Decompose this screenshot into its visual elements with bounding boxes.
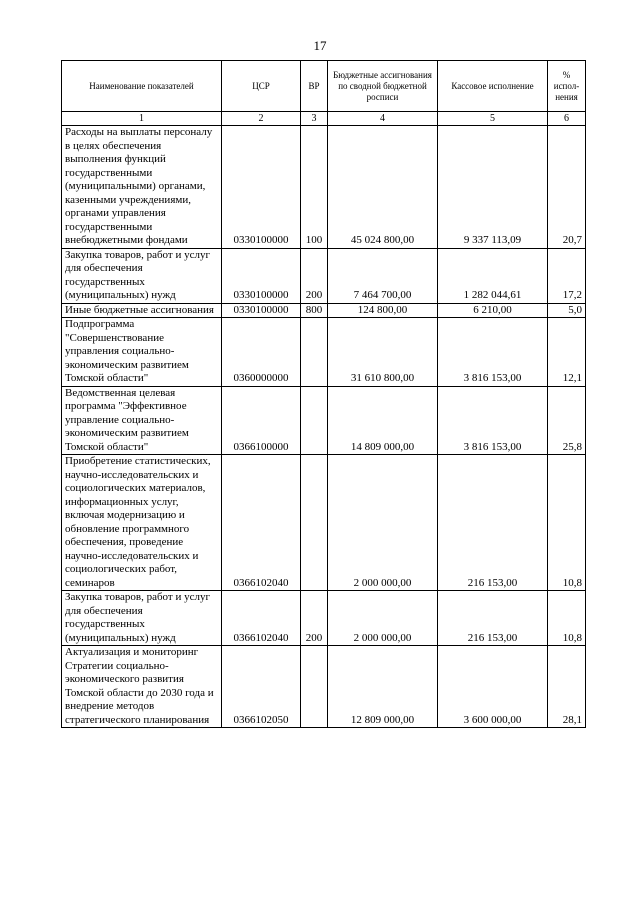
table-row — [62, 303, 586, 318]
row-csr: 0366102040 — [222, 455, 301, 591]
row-executed: 6 210,00 — [438, 303, 548, 318]
table-row — [62, 646, 586, 728]
row-percent: 10,8 — [548, 591, 586, 646]
header-vr: ВР — [301, 61, 328, 112]
header-percent: % испол-нения — [548, 61, 586, 112]
row-budget: 31 610 800,00 — [328, 318, 438, 387]
row-executed: 3 600 000,00 — [438, 646, 548, 728]
row-percent: 20,7 — [548, 126, 586, 249]
row-name: Иные бюджетные ассигнования — [62, 303, 222, 318]
row-budget: 45 024 800,00 — [328, 126, 438, 249]
row-percent: 10,8 — [548, 455, 586, 591]
table-row — [62, 455, 586, 591]
header-executed: Кассовое исполнение — [438, 61, 548, 112]
row-vr — [301, 386, 328, 455]
table-row — [62, 318, 586, 387]
row-csr: 0366102040 — [222, 591, 301, 646]
row-vr — [301, 318, 328, 387]
row-csr: 0330100000 — [222, 248, 301, 303]
column-number: 2 — [222, 112, 301, 126]
header-budget: Бюджетные ассигнования по сводной бюджетной росписи — [328, 61, 438, 112]
column-number: 1 — [62, 112, 222, 126]
row-name: Подпрограмма "Совершенствование управления социально-экономическим развитием Томской области" — [62, 318, 222, 387]
row-budget: 12 809 000,00 — [328, 646, 438, 728]
row-name: Актуализация и мониторинг Стратегии социально-экономического развития Томской области до 2030 года и внедрение методов стратегического планирования — [62, 646, 222, 728]
row-budget: 14 809 000,00 — [328, 386, 438, 455]
row-executed: 1 282 044,61 — [438, 248, 548, 303]
row-executed: 216 153,00 — [438, 591, 548, 646]
row-executed: 216 153,00 — [438, 455, 548, 591]
row-csr: 0330100000 — [222, 126, 301, 249]
table-row — [62, 248, 586, 303]
row-csr: 0330100000 — [222, 303, 301, 318]
header-name: Наименование показателей — [62, 61, 222, 112]
row-executed: 3 816 153,00 — [438, 318, 548, 387]
table-row — [62, 386, 586, 455]
row-vr: 100 — [301, 126, 328, 249]
row-executed: 3 816 153,00 — [438, 386, 548, 455]
row-budget: 2 000 000,00 — [328, 455, 438, 591]
column-number: 3 — [301, 112, 328, 126]
header-csr: ЦСР — [222, 61, 301, 112]
row-executed: 9 337 113,09 — [438, 126, 548, 249]
row-vr: 200 — [301, 248, 328, 303]
row-vr — [301, 455, 328, 591]
table-row — [62, 126, 586, 249]
row-vr: 200 — [301, 591, 328, 646]
row-csr: 0366102050 — [222, 646, 301, 728]
table-header-row — [62, 61, 586, 112]
row-name: Расходы на выплаты персоналу в целях обеспечения выполнения функций государственными (муниципальными) органами, казенными учреждениями, органами управления государственными внебюджетными фондами — [62, 126, 222, 249]
row-budget: 7 464 700,00 — [328, 248, 438, 303]
row-name: Закупка товаров, работ и услуг для обеспечения государственных (муниципальных) нужд — [62, 248, 222, 303]
row-vr — [301, 646, 328, 728]
column-number-row — [62, 112, 586, 126]
table-row — [62, 591, 586, 646]
row-csr: 0366100000 — [222, 386, 301, 455]
row-csr: 0360000000 — [222, 318, 301, 387]
row-name: Закупка товаров, работ и услуг для обеспечения государственных (муниципальных) нужд — [62, 591, 222, 646]
row-percent: 28,1 — [548, 646, 586, 728]
column-number: 4 — [328, 112, 438, 126]
page-number: 17 — [313, 38, 327, 53]
row-budget: 124 800,00 — [328, 303, 438, 318]
column-number: 5 — [438, 112, 548, 126]
row-name: Приобретение статистических, научно-исследовательских и социологических материалов, информационных услуг, включая модернизацию и обновление программного обеспечения, проведение научно-исследовательских и социологических работ, семинаров — [62, 455, 222, 591]
row-name: Ведомственная целевая программа "Эффективное управление социально-экономическим развитием Томской области" — [62, 386, 222, 455]
column-number: 6 — [548, 112, 586, 126]
row-vr: 800 — [301, 303, 328, 318]
row-percent: 12,1 — [548, 318, 586, 387]
row-budget: 2 000 000,00 — [328, 591, 438, 646]
row-percent: 5,0 — [548, 303, 586, 318]
row-percent: 17,2 — [548, 248, 586, 303]
budget-execution-table — [61, 60, 586, 728]
row-percent: 25,8 — [548, 386, 586, 455]
